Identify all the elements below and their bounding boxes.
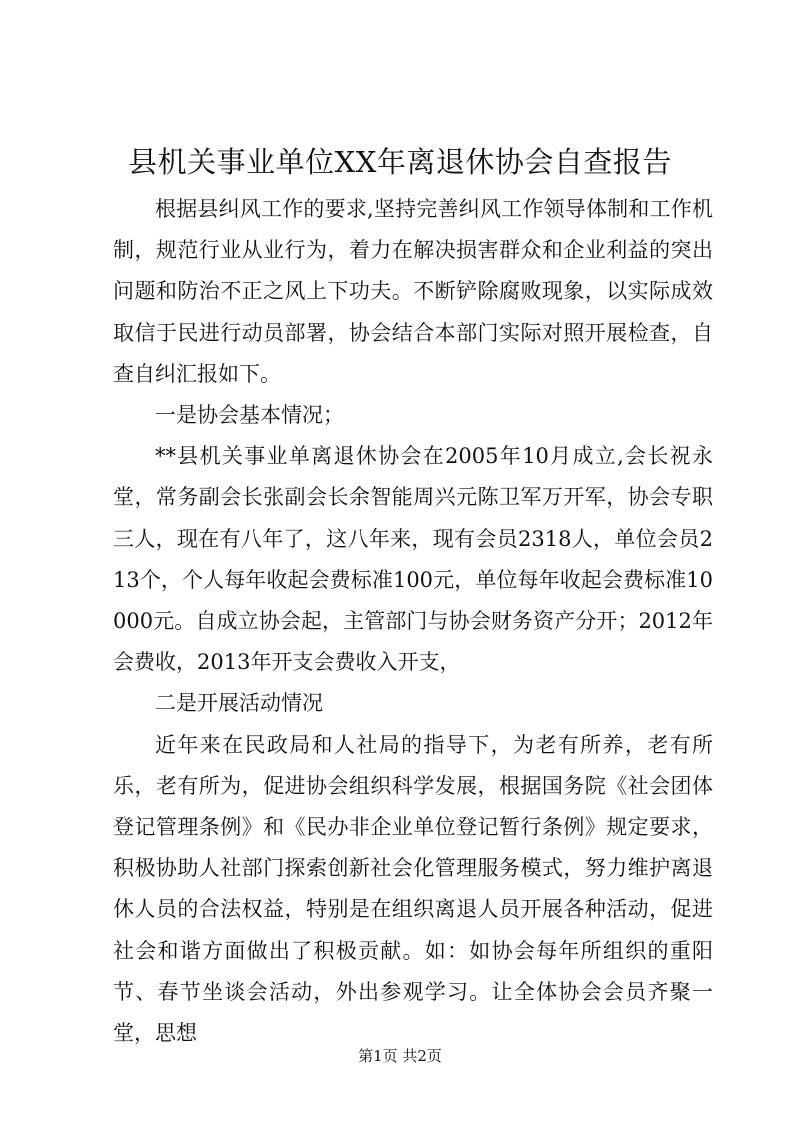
paragraph-intro: 根据县纠风工作的要求,坚持完善纠风工作领导体制和工作机制，规范行业从业行为，着力在解决损害群众和企业利益的突出问题和防治不正之风上下功夫。不断铲除腐败现象，以实际成效取信于民进行动员部署，协会结合本部门实际对照开展检查，自查自纠汇报如下。 [113, 197, 713, 386]
paragraph-activities: 近年来在民政局和人社局的指导下，为老有所养，老有所乐，老有所为，促进协会组织科学发展，根据国务院《社会团体登记管理条例》和《民办非企业单位登记暂行条例》规定要求，积极协助人社部门探索创新社会化管理服务模式，努力维护离退休人员的合法权益，特别是在组织离退人员开展各种活动，促进社会和谐方面做出了积极贡献。如：如协会每年所组织的重阳节、春节坐谈会活动，外出参观学习。让全体协会会员齐聚一堂，思想 [113, 732, 713, 1046]
document-title: 县机关事业单位XX年离退休协会自查报告 [128, 145, 672, 179]
page-footer: 第1页 共2页 [358, 1047, 442, 1065]
section-heading-activities: 二是开展活动情况 [155, 691, 323, 716]
paragraph-basic-info: **县机关事业单离退休协会在2005年10月成立,会长祝永堂，常务副会长张副会长余智能周兴元陈卫军万开军，协会专职三人，现在有八年了，这八年来，现有会员2318人，单位会员213个，个人每年收起会费标准100元，单位每年收起会费标准10000元。自成立协会起，主管部门与协会财务资产分开；2012年会费收，2013年开支会费收入开支， [113, 444, 713, 675]
document-body [113, 189, 713, 1054]
section-heading-basic-info: 一是协会基本情况； [155, 403, 344, 428]
